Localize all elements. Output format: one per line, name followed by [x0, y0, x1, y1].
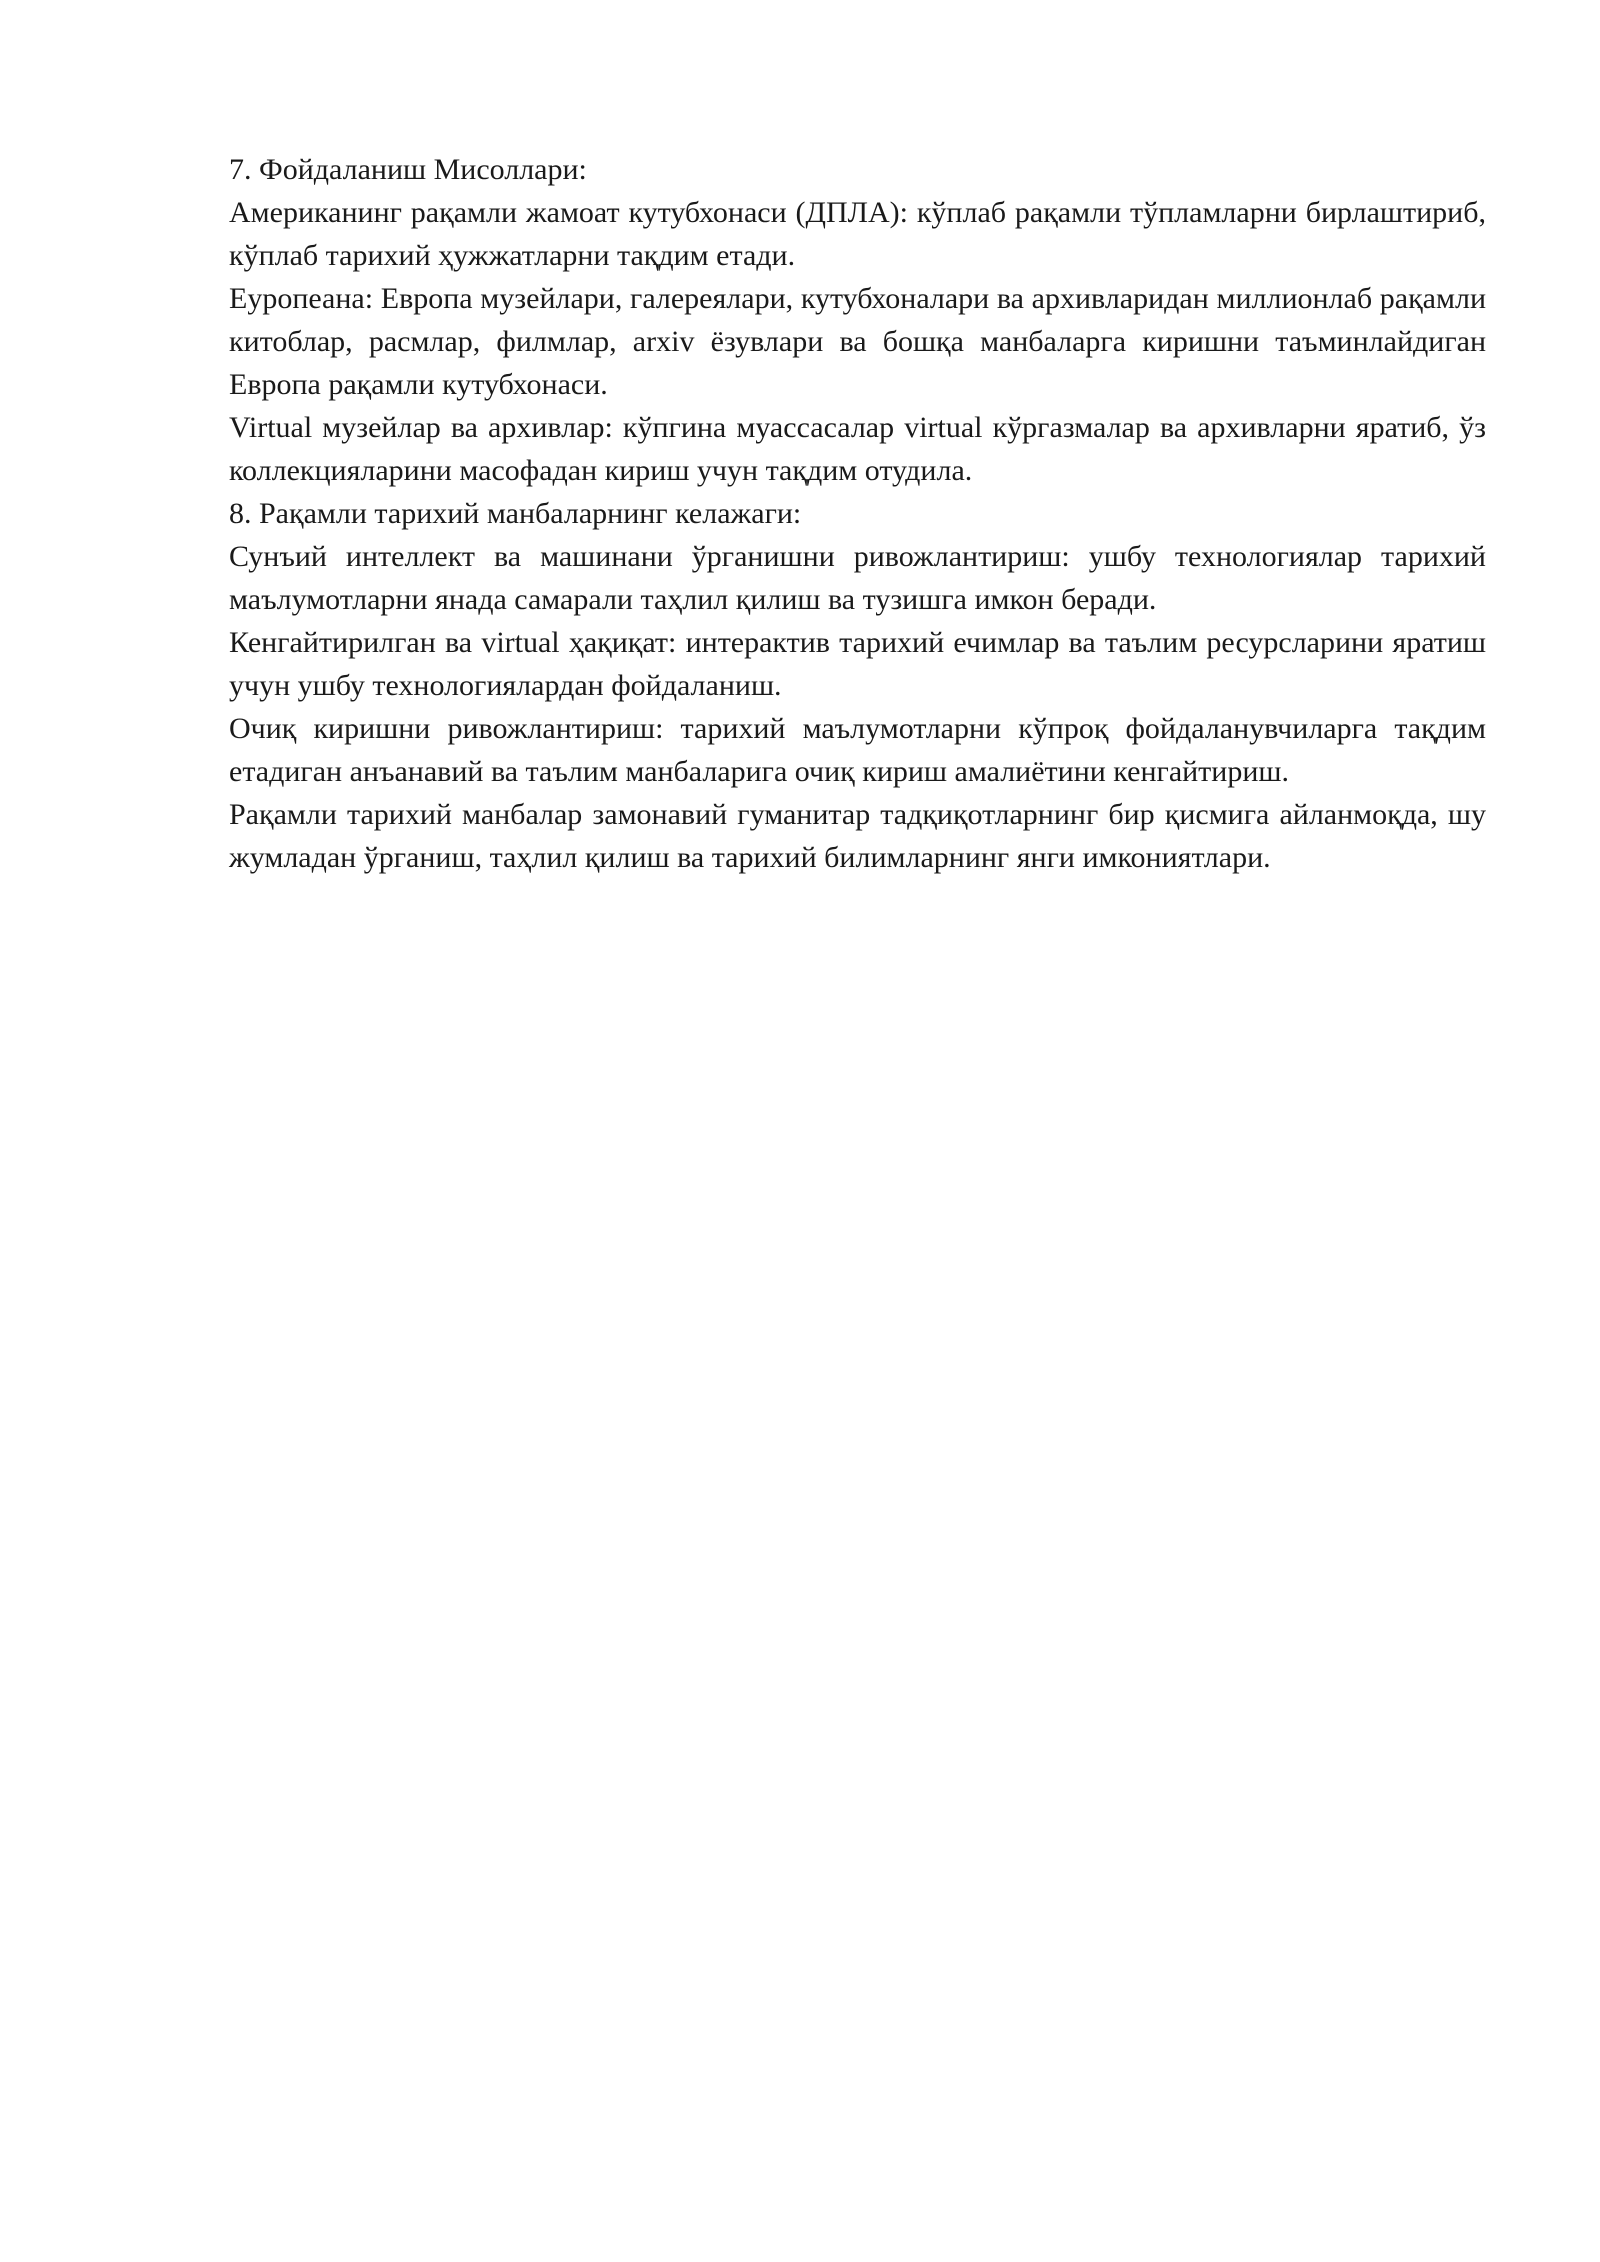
paragraph-ar-vr: Кенгайтирилган ва virtual ҳақиқат: интерактив тарихий ечимлар ва таълим ресурсларини яратиш учун ушбу технологиялардан фойдаланиш. — [229, 626, 1486, 702]
paragraph-conclusion: Рақамли тарихий манбалар замонавий гуманитар тадқиқотларнинг бир қисмига айланмоқда, шу жумладан ўрганиш, таҳлил қилиш ва тарихий билимларнинг янги имкониятлари. — [229, 798, 1486, 874]
paragraph-open-access: Очиқ киришни ривожлантириш: тарихий маълумотларни кўпроқ фойдаланувчиларга тақдим етадиган анъанавий ва таълим манбаларига очиқ кириш амалиётини кенгайтириш. — [229, 712, 1486, 788]
paragraph-virtual-museums: Virtual музейлар ва архивлар: кўпгина муассасалар virtual кўргазмалар ва архивларни яратиб, ўз коллекцияларини масофадан кириш учун тақдим отудила. — [229, 411, 1486, 487]
paragraph-europeana: Еуропеана: Европа музейлари, галереялари, кутубхоналари ва архивларидан миллионлаб рақамли китоблар, расмлар, филмлар, arxiv ёзувлари ва бошқа манбаларга киришни таъминлайдиган Европа рақамли кутубхонаси. — [229, 282, 1486, 401]
section-heading-usage-examples: 7. Фойдаланиш Мисоллари: — [229, 153, 587, 186]
document-body — [229, 148, 1486, 879]
paragraph-dpla: Американинг рақамли жамоат кутубхонаси (ДПЛА): кўплаб рақамли тўпламларни бирлаштириб, кўплаб тарихий ҳужжатларни тақдим етади. — [229, 196, 1486, 272]
section-heading-future: 8. Рақамли тарихий манбаларнинг келажаги: — [229, 497, 802, 530]
paragraph-ai-ml: Сунъий интеллект ва машинани ўрганишни ривожлантириш: ушбу технологиялар тарихий маълумотларни янада самарали таҳлил қилиш ва тузишга имкон беради. — [229, 540, 1486, 616]
